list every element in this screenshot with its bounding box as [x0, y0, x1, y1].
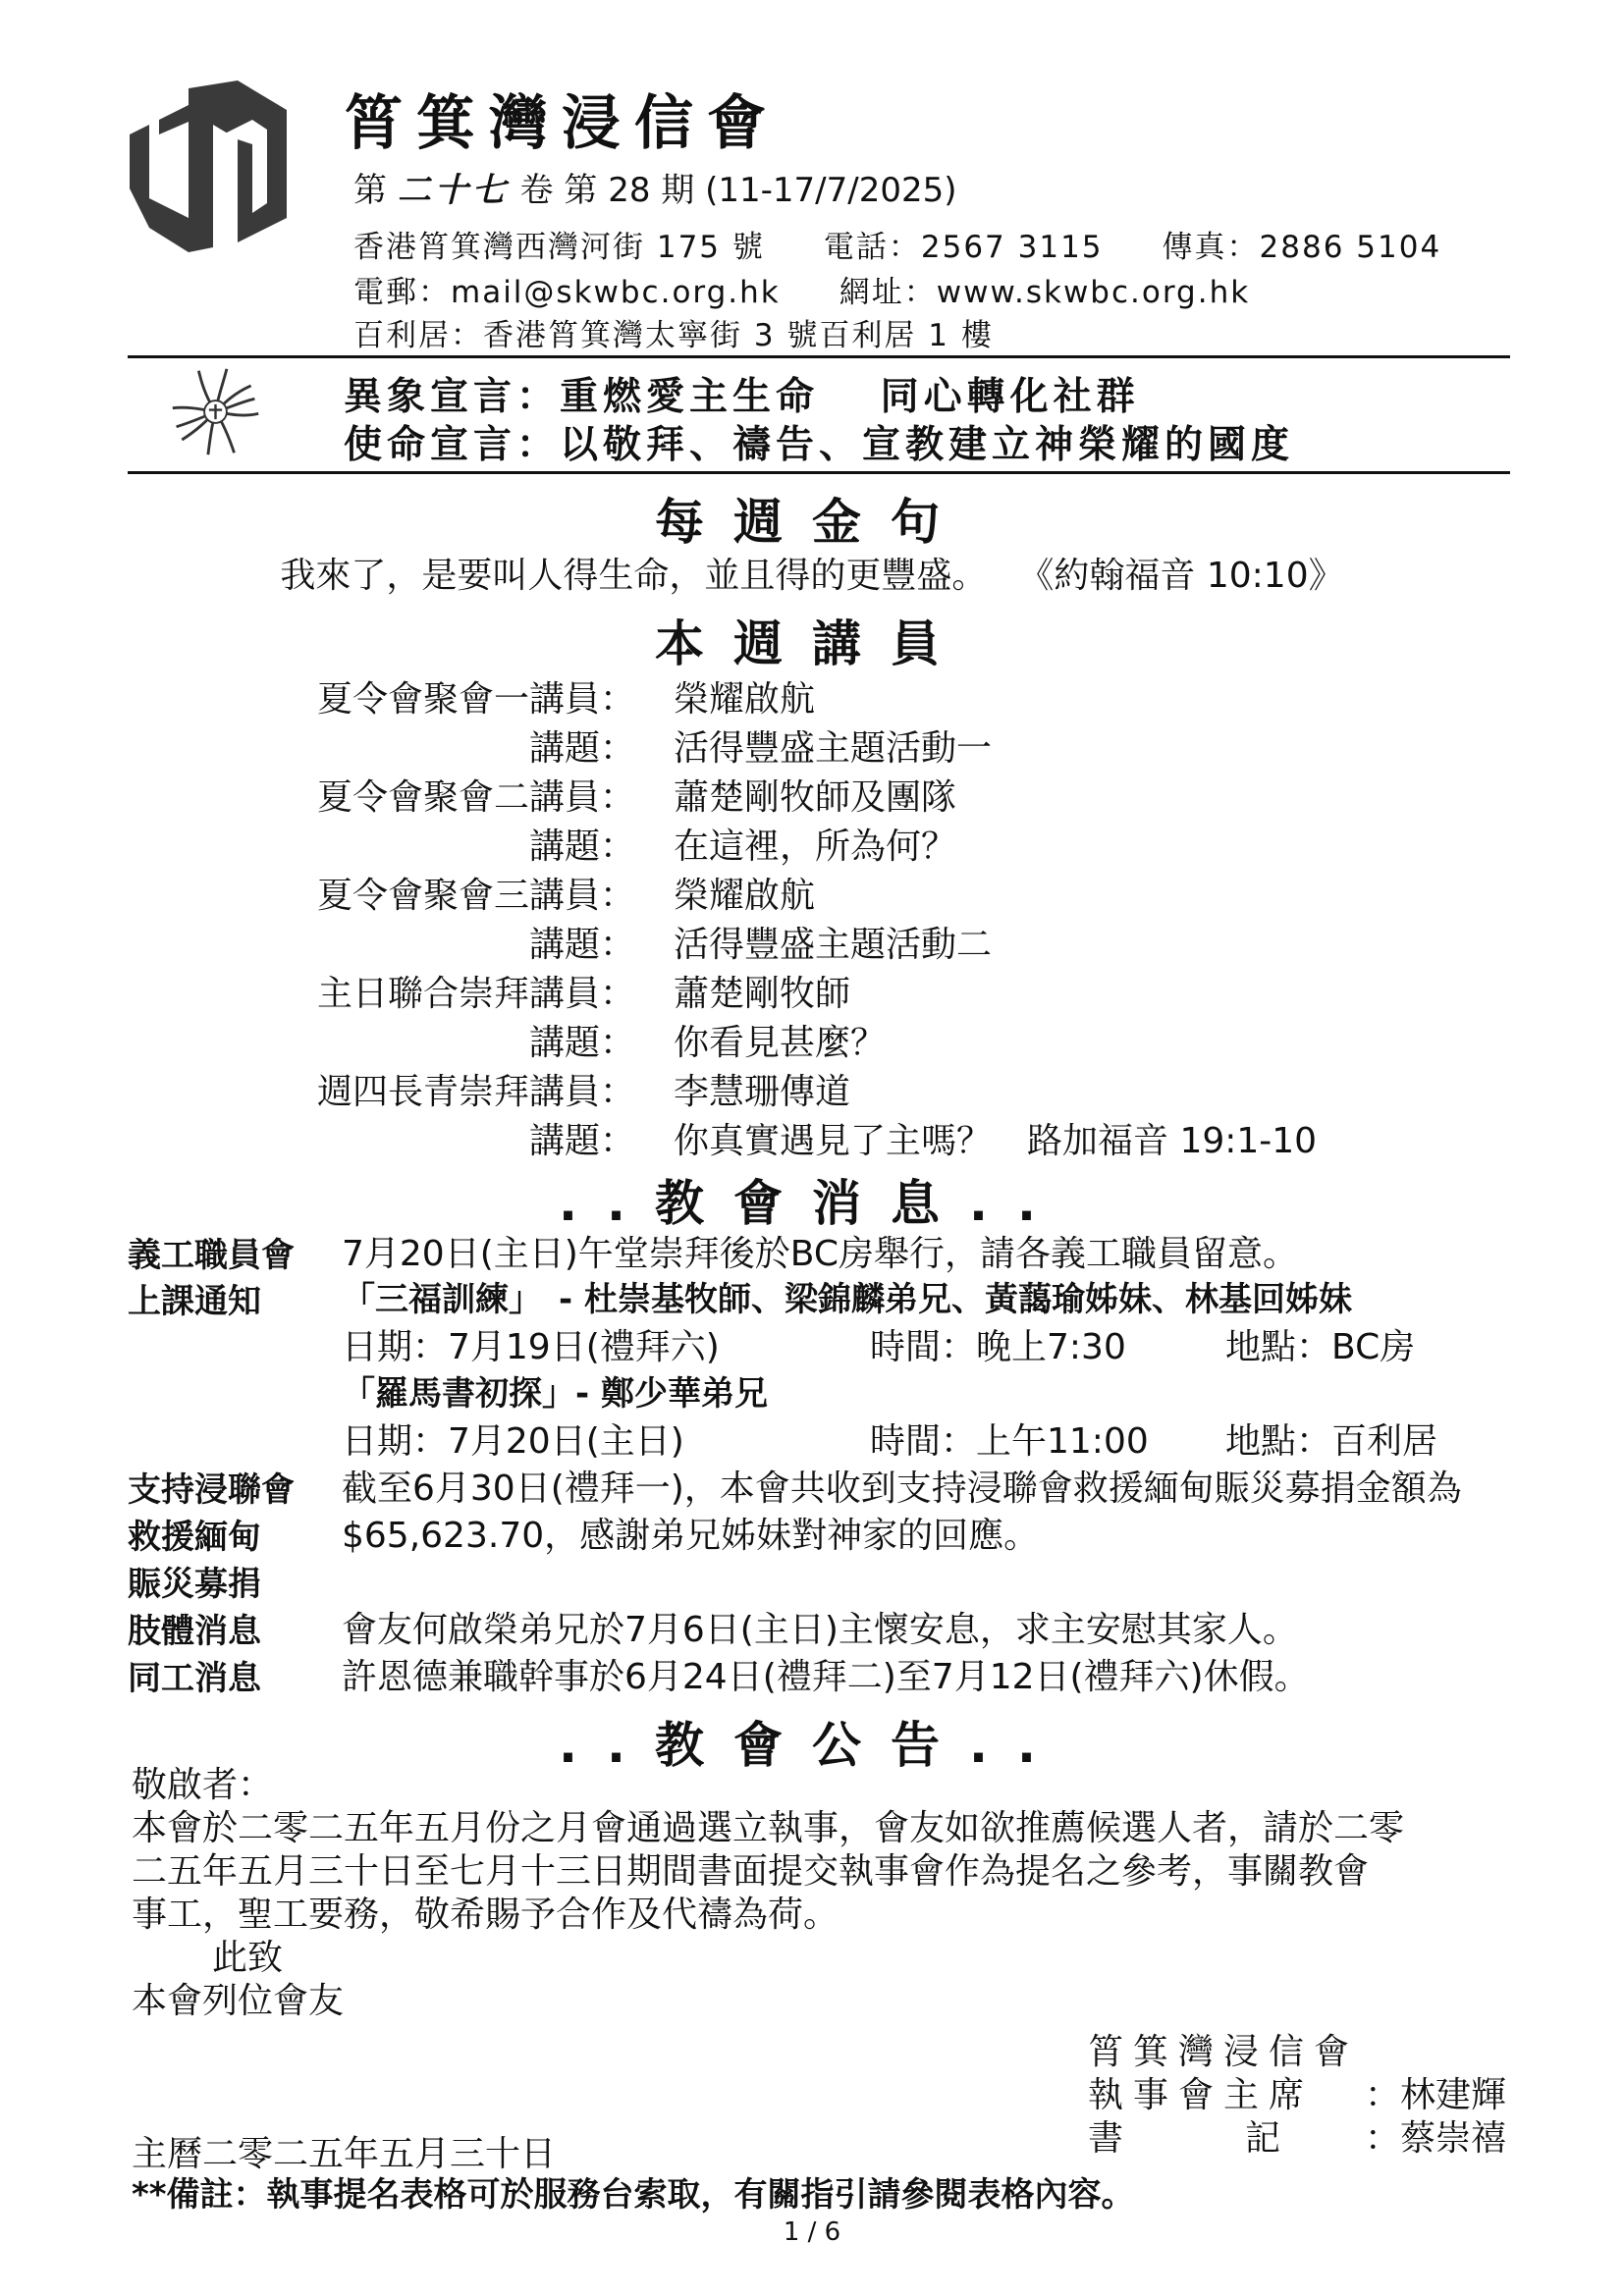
signature-secretary-name: ：蔡崇禧	[1365, 2118, 1507, 2159]
news-label-class: 上課通知	[128, 1282, 261, 1321]
topic-value: 在這裡，所為何？	[674, 827, 957, 867]
class2-title: 「羅馬書初探」- 鄭少華弟兄	[342, 1374, 768, 1414]
topic-value: 你真實遇見了主嗎？ 路加福音 19:1-10	[674, 1121, 1318, 1161]
speaker-value: 榮耀啟航	[674, 679, 816, 720]
topic-value: 活得豐盛主題活動一	[674, 728, 993, 769]
verse-text: 我來了，是要叫人得生命，並且得的更豐盛。	[280, 556, 988, 596]
topic-value: 你看見甚麼？	[674, 1023, 887, 1063]
page-number: 1 / 6	[783, 2217, 841, 2247]
announcement-greeting: 敬啟者：	[132, 1765, 274, 1805]
news-label-relief-1: 支持浸聯會	[128, 1470, 295, 1510]
weekly-verse	[0, 548, 1624, 598]
class2-time: 時間：上午11:00	[870, 1421, 1149, 1462]
news-label-relief-3: 賑災募捐	[128, 1565, 261, 1604]
speaker-label: 週四長青崇拜講員：	[316, 1072, 635, 1112]
speaker-value: 蕭楚剛牧師及團隊	[674, 777, 957, 818]
speaker-label: 夏令會聚會三講員：	[316, 876, 635, 916]
class1-title: 「三福訓練」 - 杜崇基牧師、梁錦麟弟兄、黃藹瑜姊妹、林基回姊妹	[342, 1280, 1352, 1319]
verse-title: 每週金句	[655, 494, 969, 551]
contact-line-1	[353, 222, 1441, 266]
topic-value: 活得豐盛主題活動二	[674, 925, 993, 965]
announcement-note: **備註：執事提名表格可於服務台索取，有關指引請參閱表格內容。	[132, 2175, 1135, 2215]
website: 網址：www.skwbc.org.hk	[839, 275, 1251, 310]
news-label-member: 肢體消息	[128, 1612, 261, 1651]
news-title: ..教會消息..	[559, 1175, 1065, 1232]
announcement-recipient: 本會列位會友	[132, 1981, 345, 2021]
announcement-body-3: 事工，聖工要務，敬希賜予合作及代禱為荷。	[132, 1895, 839, 1935]
class2-date: 日期：7月20日(主日)	[342, 1421, 684, 1462]
mission-statement: 使命宣言：以敬拜、禱告、宣教建立神榮耀的國度	[344, 423, 1295, 467]
issue-info	[353, 163, 957, 211]
announcement-body-1: 本會於二零二五年五月份之月會通過選立執事，會友如欲推薦候選人者，請於二零	[132, 1808, 1405, 1848]
signature-chair-title: 執事會主席	[1088, 2075, 1315, 2115]
volume-number: 二十七	[397, 171, 510, 210]
church-name: 筲箕灣浸信會	[344, 89, 780, 158]
news-label-staff: 同工消息	[128, 1659, 261, 1698]
class1-date: 日期：7月19日(禮拜六)	[342, 1327, 720, 1367]
topic-label: 講題：	[528, 728, 635, 769]
phone: 電話：2567 3115	[823, 230, 1104, 265]
fax: 傳真：2886 5104	[1162, 230, 1442, 265]
topic-label: 講題：	[528, 1121, 635, 1161]
class1-place: 地點：BC房	[1225, 1327, 1416, 1367]
class2-place: 地點：百利居	[1225, 1421, 1438, 1462]
speaker-value: 蕭楚剛牧師	[674, 974, 851, 1014]
speaker-value: 李慧珊傳道	[674, 1072, 851, 1112]
announcement-title: ..教會公告..	[559, 1717, 1065, 1774]
news-text-relief-1: 截至6月30日(禮拜一)，本會共收到支持浸聯會救援緬甸賑災募捐金額為	[342, 1468, 1462, 1509]
announcement-closing: 此致	[212, 1938, 284, 1978]
vision-statement: 異象宣言：重燃愛主生命 同心轉化社群	[344, 375, 1140, 419]
verse-reference: 《約翰福音 10:10》	[1036, 556, 1344, 596]
speaker-value: 榮耀啟航	[674, 876, 816, 916]
news-text-relief-2: $65,623.70，感謝弟兄姊妹對神家的回應。	[342, 1516, 1040, 1556]
news-text-staff: 許恩德兼職幹事於6月24日(禮拜二)至7月12日(禮拜六)休假。	[342, 1657, 1310, 1697]
announcement-body-2: 二五年五月三十日至七月十三日期間書面提交執事會作為提名之參考，事關教會	[132, 1851, 1370, 1892]
news-text-member: 會友何啟榮弟兄於7月6日(主日)主懷安息，求主安慰其家人。	[342, 1610, 1298, 1650]
email: 電郵：mail@skwbc.org.hk	[353, 275, 781, 310]
topic-label: 講題：	[528, 1023, 635, 1063]
address: 香港筲箕灣西灣河街 175 號	[353, 230, 765, 265]
news-text-volunteer: 7月20日(主日)午堂崇拜後於BC房舉行，請各義工職員留意。	[342, 1234, 1299, 1274]
news-label-volunteer: 義工職員會	[128, 1236, 295, 1275]
news-label-relief-2: 救援緬甸	[128, 1518, 261, 1557]
speakers-title: 本週講員	[655, 615, 969, 672]
speaker-label: 夏令會聚會二講員：	[316, 777, 635, 818]
church-logo-icon	[130, 80, 287, 252]
class1-time: 時間：晚上7:30	[870, 1327, 1126, 1367]
signature-org: 筲箕灣浸信會	[1088, 2032, 1360, 2072]
topic-label: 講題：	[528, 827, 635, 867]
speaker-label: 主日聯合崇拜講員：	[316, 974, 635, 1014]
vision-rule	[128, 471, 1510, 474]
speaker-label: 夏令會聚會一講員：	[316, 679, 635, 720]
contact-line-2	[353, 267, 1250, 311]
branch-address: 百利居：香港筲箕灣太寧街 3 號百利居 1 樓	[353, 318, 994, 353]
issue-prefix: 第	[353, 171, 387, 210]
top-rule	[128, 355, 1510, 358]
topic-label: 講題：	[528, 925, 635, 965]
issue-rest: 卷 第 28 期 (11-17/7/2025)	[519, 171, 957, 210]
sunburst-cross-icon	[169, 365, 262, 458]
signature-secretary-title: 書 記	[1088, 2118, 1285, 2159]
signature-chair-name: ：林建輝	[1365, 2075, 1507, 2115]
announcement-date: 主曆二零二五年五月三十日	[132, 2134, 557, 2174]
